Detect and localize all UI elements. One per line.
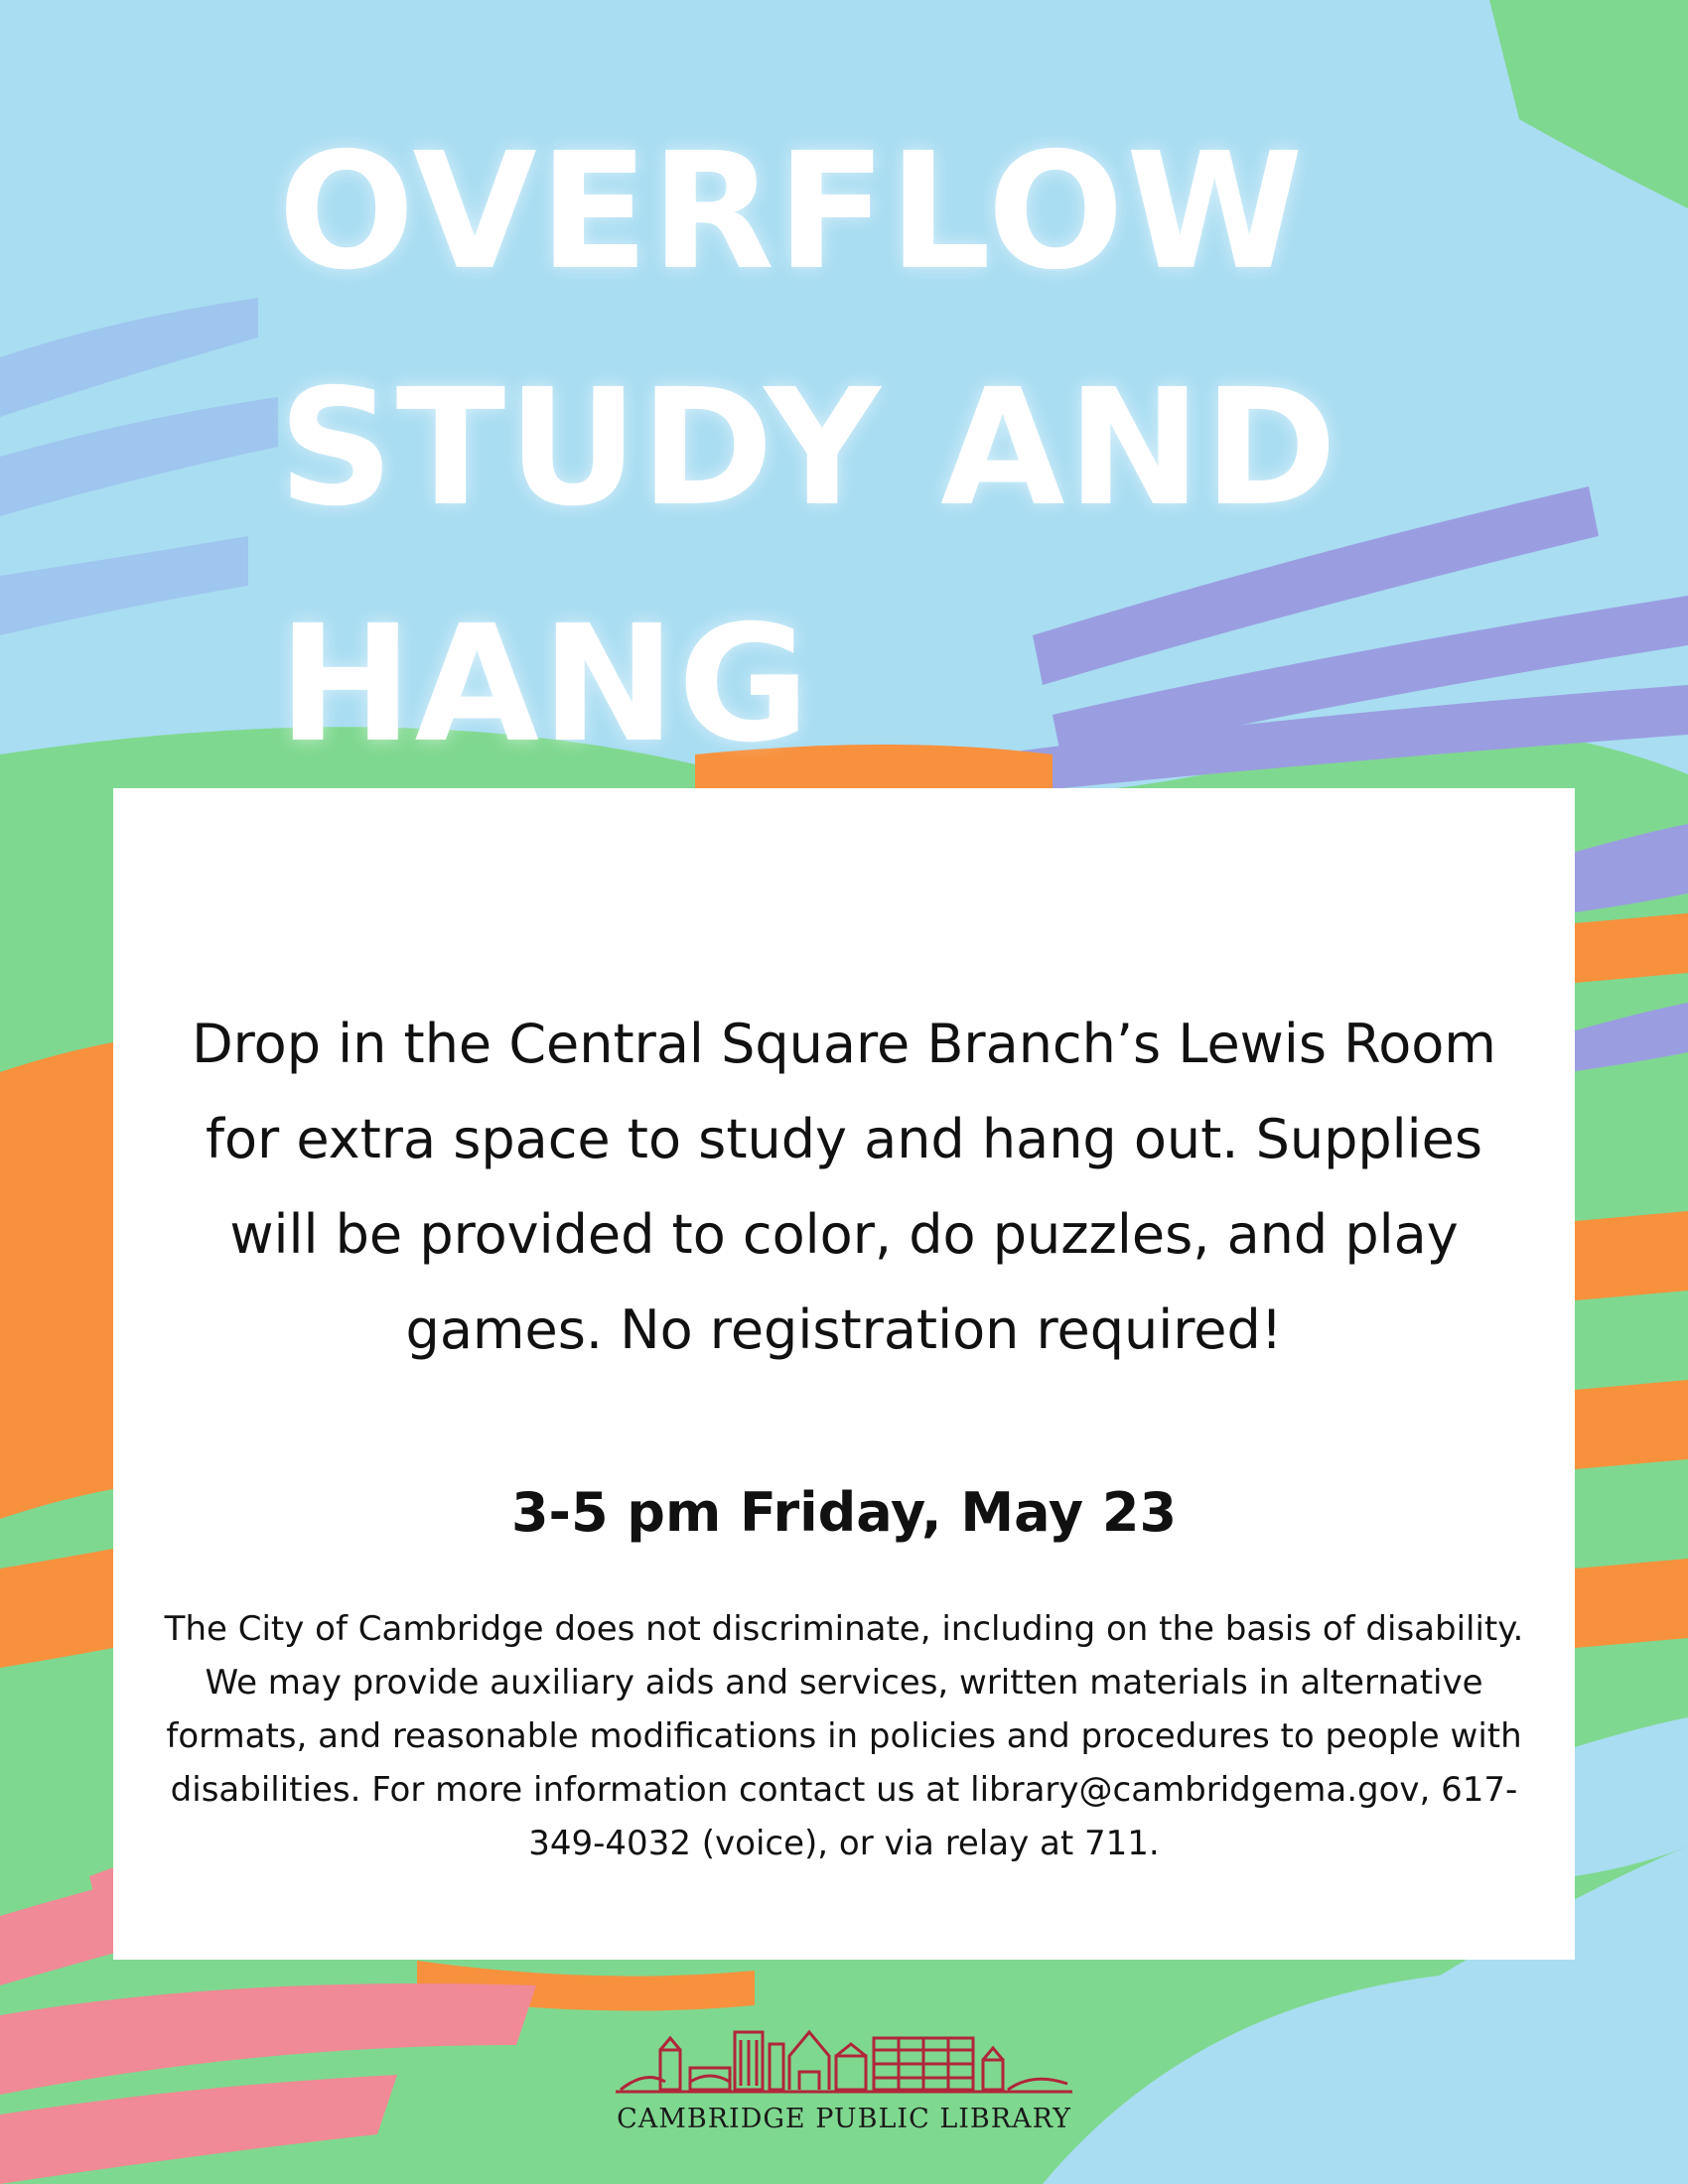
event-date-time: 3-5 pm Friday, May 23	[510, 1481, 1178, 1544]
poster-title	[278, 94, 1470, 803]
library-name: CAMBRIDGE PUBLIC LIBRARY	[617, 2104, 1071, 2134]
city-skyline-icon	[616, 2020, 1072, 2100]
info-card	[113, 788, 1575, 1960]
event-description: Drop in the Central Square Branch’s Lewis Room for extra space to study and hang out. Supplies will be provided to color, do puzzles, and play games. No registration required!	[192, 1013, 1496, 1361]
accessibility-notice: The City of Cambridge does not discriminate, including on the basis of disability. We may provide auxiliary aids and services, written materials in alternative formats, and reasonable modifications in policies and procedures to people with disabilities. For more information contact us at library@cambridgema.gov, 617-349-4032 (voice), or via relay at 711.	[164, 1609, 1524, 1863]
title-line-2: STUDY AND	[278, 355, 1339, 542]
library-logo	[616, 2020, 1072, 2149]
title-line-1: OVERFLOW	[278, 119, 1306, 306]
title-line-3: HANG	[278, 592, 812, 778]
